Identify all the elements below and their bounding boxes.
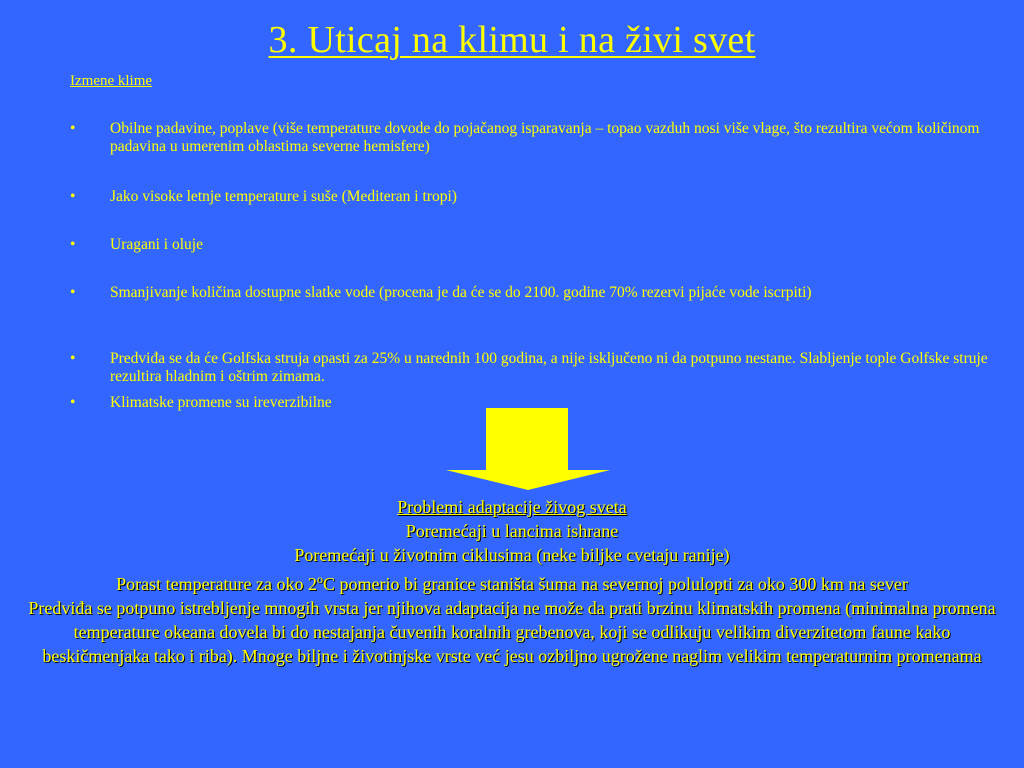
- down-arrow-icon: [446, 408, 610, 490]
- degree-superscript: o: [317, 572, 324, 586]
- bullet-text: Uragani i oluje: [110, 236, 203, 253]
- adaptation-problems-block: [20, 495, 1004, 668]
- bullet-dot: •: [70, 236, 76, 253]
- bullet-dot: •: [70, 284, 76, 301]
- adaptation-line-food-chains: Poremećaji u lancima ishrane: [405, 521, 619, 541]
- temperature-text-b: C pomerio bi granice staništa šuma na severnoj polulopti za oko 300 km na sever: [323, 574, 908, 594]
- adaptation-line-extinction: Predviđa se potpuno istrebljenje mnogih vrsta jer njihova adaptacija ne može da prati brzinu klimatskih promena (minimalna promena temperature okeana dovela bi do nestajanja čuvenih koralnih grebenova, koji se odlikuju velikim diverzitetom faune kako beskičmenjaka tako i riba). Mnoge biljne i životinjske vrste već jesu ozbiljno ugrožene naglim velikim temperaturnim promenama: [28, 598, 996, 666]
- adaptation-line-temperature: [20, 567, 1004, 596]
- slide-title: 3. Uticaj na klimu i na živi svet: [268, 19, 756, 61]
- bullet-dot: •: [70, 394, 76, 411]
- section-subtitle: Izmene klime: [70, 73, 153, 89]
- bullet-text: Klimatske promene su ireverzibilne: [110, 394, 332, 411]
- adaptation-line-life-cycles: Poremećaji u životnim ciklusima (neke biljke cvetaju ranije): [294, 545, 730, 565]
- bullet-dot: •: [70, 350, 76, 367]
- temperature-text-a: Porast temperature za oko 2: [116, 574, 318, 594]
- bullet-text: Predviđa se da će Golfska struja opasti za 25% u narednih 100 godina, a nije isključeno ni da potpuno nestane. Slabljenje tople Golfske struje rezultira hladnim i oštrim zimama.: [110, 350, 988, 385]
- bullet-text: Obilne padavine, poplave (više temperature dovode do pojačanog isparavanja – topao vazduh nosi više vlage, što rezultira većom količinom padavina u umerenim oblastima severne hemisfere): [110, 120, 980, 155]
- bullet-text: Smanjivanje količina dostupne slatke vode (procena je da će se do 2100. godine 70% rezervi pijaće vode iscrpiti): [110, 284, 812, 301]
- bullet-dot: •: [70, 120, 76, 137]
- bullet-text: Jako visoke letnje temperature i suše (Mediteran i tropi): [110, 188, 457, 205]
- bullet-dot: •: [70, 188, 76, 205]
- adaptation-heading: Problemi adaptacije živog sveta: [397, 497, 627, 517]
